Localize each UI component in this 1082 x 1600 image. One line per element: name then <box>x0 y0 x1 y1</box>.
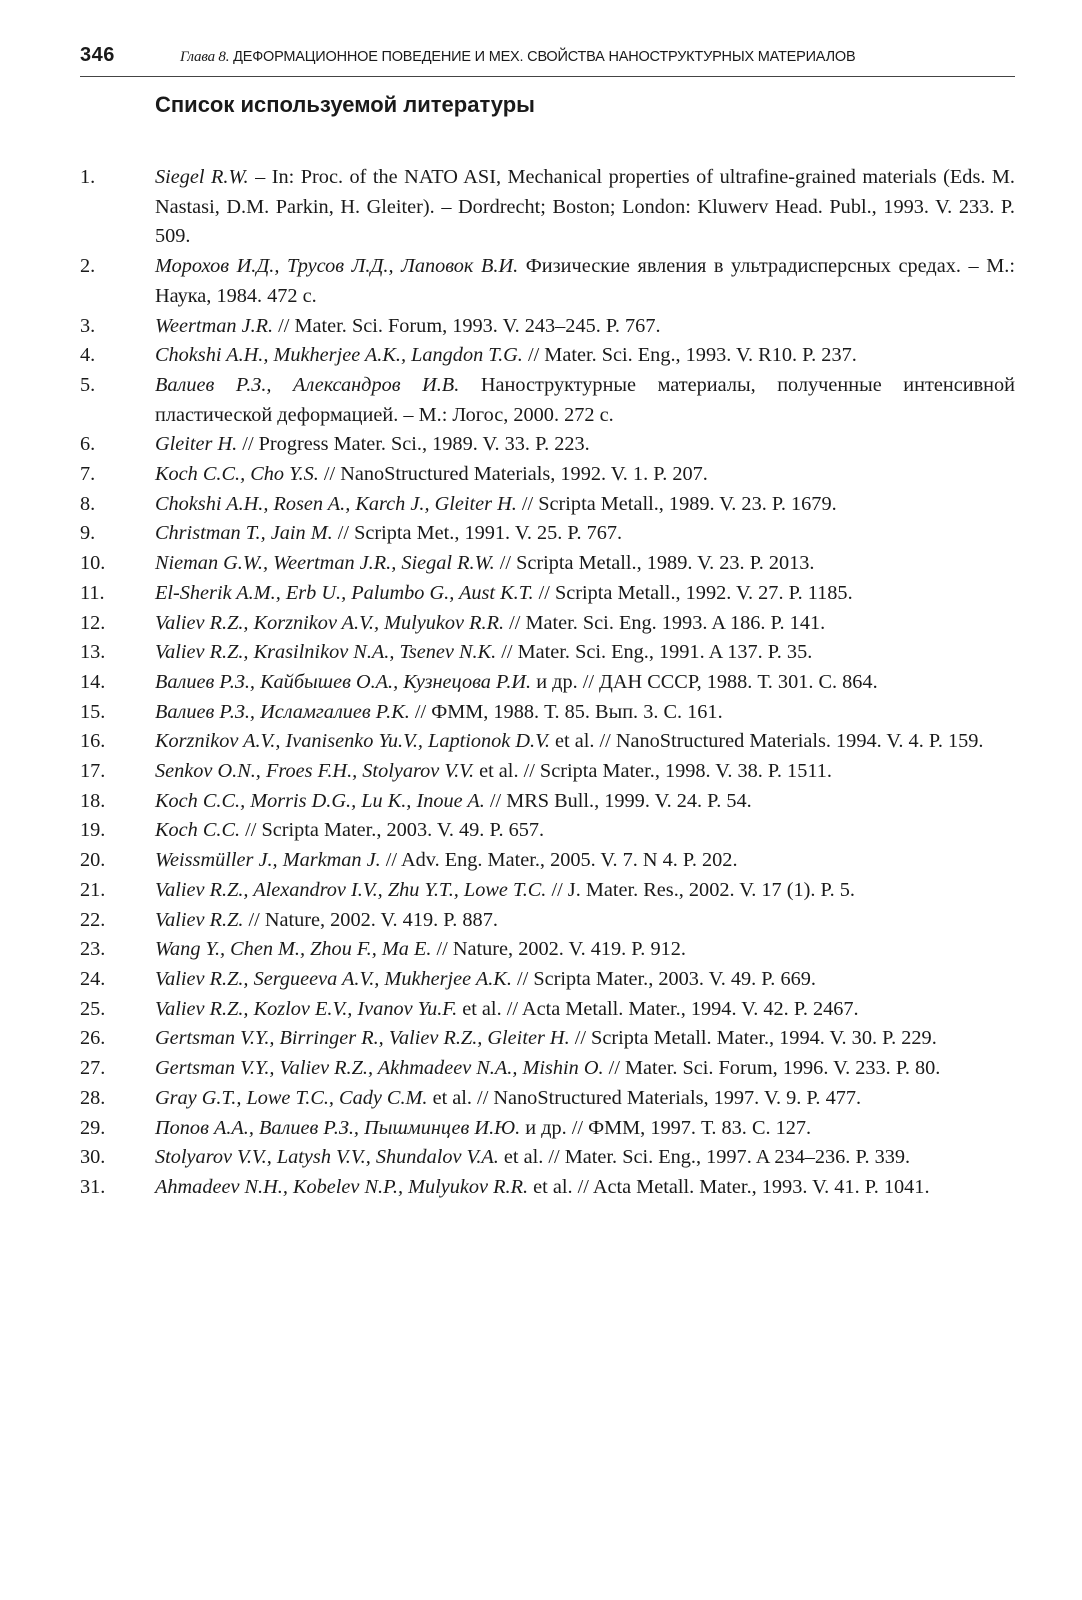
reference-number: 30. <box>80 1146 106 1169</box>
reference-text: et al. // Acta Metall. Mater., 1994. V. 42. P. 2467. <box>457 997 859 1020</box>
reference-number: 29. <box>80 1116 106 1139</box>
reference-text: et al. // NanoStructured Materials. 1994. V. 4. P. 159. <box>549 730 984 753</box>
reference-body <box>155 995 1015 1025</box>
reference-text: // Progress Mater. Sci., 1989. V. 33. P. 223. <box>237 433 590 456</box>
reference-authors: Valiev R.Z., Krasilnikov N.A., Tsenev N.K. <box>155 641 497 664</box>
reference-item <box>80 787 1015 817</box>
reference-text: // Scripta Mater., 2003. V. 49. P. 669. <box>511 967 816 990</box>
reference-item <box>80 995 1015 1025</box>
reference-authors: Gertsman V.Y., Birringer R., Valiev R.Z., Gleiter H. <box>155 1027 570 1050</box>
reference-authors: Valiev R.Z., Sergueeva A.V., Mukherjee A.K. <box>155 967 512 990</box>
reference-item <box>80 668 1015 698</box>
reference-number: 14. <box>80 670 106 693</box>
reference-text: и др. // ДАН СССР, 1988. Т. 301. С. 864. <box>531 670 878 693</box>
chapter-title: ДЕФОРМАЦИОННОЕ ПОВЕДЕНИЕ И МЕХ. СВОЙСТВА НАНОСТРУКТУРНЫХ МАТЕРИАЛОВ <box>229 49 856 65</box>
reference-authors: Koch C.C., Cho Y.S. <box>155 463 319 486</box>
reference-authors: Stolyarov V.V., Latysh V.V., Shundalov V.A. <box>155 1146 499 1169</box>
reference-authors: Chokshi A.H., Mukherjee A.K., Langdon T.G. <box>155 344 523 367</box>
reference-body <box>155 1084 1015 1114</box>
reference-text: et al. // Mater. Sci. Eng., 1997. A 234–236. P. 339. <box>498 1146 911 1169</box>
reference-number: 24. <box>80 967 106 990</box>
reference-body <box>155 609 1015 639</box>
section-title: Список используемой литературы <box>155 92 535 117</box>
reference-body <box>155 876 1015 906</box>
reference-item <box>80 906 1015 936</box>
reference-authors: Valiev R.Z. <box>155 908 244 931</box>
reference-body <box>155 163 1015 252</box>
reference-text: // Adv. Eng. Mater., 2005. V. 7. N 4. P. 202. <box>380 849 738 872</box>
reference-item <box>80 846 1015 876</box>
reference-number: 12. <box>80 611 106 634</box>
reference-number: 7. <box>80 463 96 486</box>
reference-body <box>155 846 1015 876</box>
reference-authors: Ahmadeev N.H., Kobelev N.P., Mulyukov R.R. <box>155 1175 529 1198</box>
reference-number: 10. <box>80 552 106 575</box>
reference-text: // Scripta Metall., 1989. V. 23. P. 2013. <box>494 552 815 575</box>
reference-number: 27. <box>80 1057 106 1080</box>
reference-body <box>155 1054 1015 1084</box>
reference-text: Наноструктурные материалы, полученные интенсивной пластической деформацией. – М.: Логос, 2000. 272 с. <box>155 373 1015 426</box>
reference-body <box>155 460 1015 490</box>
reference-body <box>155 519 1015 549</box>
running-head-title <box>180 49 855 66</box>
reference-authors: Валиев Р.З., Исламгалиев Р.К. <box>155 700 410 723</box>
reference-body <box>155 668 1015 698</box>
reference-item <box>80 252 1015 311</box>
reference-authors: Попов А.А., Валиев Р.З., Пышминцев И.Ю. <box>155 1116 521 1139</box>
reference-text: et al. // Acta Metall. Mater., 1993. V. 41. P. 1041. <box>528 1175 930 1198</box>
header-rule <box>80 76 1015 77</box>
reference-authors: Valiev R.Z., Kozlov E.V., Ivanov Yu.F. <box>155 997 458 1020</box>
reference-body <box>155 1114 1015 1144</box>
reference-number: 22. <box>80 908 106 931</box>
reference-number: 1. <box>80 166 96 188</box>
reference-number: 18. <box>80 789 106 812</box>
reference-body <box>155 549 1015 579</box>
reference-body <box>155 906 1015 936</box>
reference-item <box>80 727 1015 757</box>
reference-authors: Nieman G.W., Weertman J.R., Siegal R.W. <box>155 552 495 575</box>
reference-authors: Wang Y., Chen M., Zhou F., Ma E. <box>155 938 432 961</box>
reference-body <box>155 341 1015 371</box>
reference-number: 8. <box>80 492 96 515</box>
reference-number: 17. <box>80 760 106 783</box>
reference-authors: Chokshi A.H., Rosen A., Karch J., Gleiter H. <box>155 492 517 515</box>
reference-text: // Mater. Sci. Eng., 1991. A 137. P. 35. <box>496 641 813 664</box>
reference-body <box>155 638 1015 668</box>
reference-number: 9. <box>80 522 96 545</box>
reference-item <box>80 698 1015 728</box>
reference-body <box>155 430 1015 460</box>
reference-authors: Valiev R.Z., Alexandrov I.V., Zhu Y.T., Lowe T.C. <box>155 878 547 901</box>
reference-body <box>155 698 1015 728</box>
reference-body <box>155 727 1015 757</box>
reference-text: // MRS Bull., 1999. V. 24. P. 54. <box>484 789 752 812</box>
reference-item <box>80 965 1015 995</box>
reference-text: // Scripta Metall., 1989. V. 23. P. 1679. <box>516 492 837 515</box>
reference-number: 4. <box>80 344 96 367</box>
reference-item <box>80 1024 1015 1054</box>
reference-body <box>155 787 1015 817</box>
reference-item <box>80 163 1015 252</box>
reference-item <box>80 312 1015 342</box>
reference-text: // Mater. Sci. Eng. 1993. A 186. P. 141. <box>504 611 826 634</box>
reference-item <box>80 1173 1015 1203</box>
reference-item <box>80 579 1015 609</box>
reference-body <box>155 371 1015 430</box>
reference-number: 25. <box>80 997 106 1020</box>
reference-body <box>155 312 1015 342</box>
reference-body <box>155 816 1015 846</box>
reference-number: 2. <box>80 255 96 278</box>
chapter-label: Глава 8. <box>180 49 230 65</box>
reference-text: – In: Proc. of the NATO ASI, Mechanical properties of ultrafine-grained materials (Eds. M. Nastasi, D.M. Parkin, H. Gleiter). – Dordrecht; Boston; London: Kluwerv Head. Publ., 1993. V. 233. P. 509. <box>155 166 1016 248</box>
reference-text: // Mater. Sci. Forum, 1993. V. 243–245. P. 767. <box>273 314 661 337</box>
reference-number: 16. <box>80 730 106 753</box>
reference-authors: Gertsman V.Y., Valiev R.Z., Akhmadeev N.A., Mishin O. <box>155 1057 604 1080</box>
reference-item <box>80 371 1015 430</box>
reference-text: // NanoStructured Materials, 1992. V. 1. P. 207. <box>318 463 708 486</box>
reference-authors: Валиев Р.З., Александров И.В. <box>155 373 460 396</box>
reference-text: // Mater. Sci. Eng., 1993. V. R10. P. 237. <box>522 344 857 367</box>
reference-authors: Gleiter H. <box>155 433 238 456</box>
reference-authors: Морохов И.Д., Трусов Л.Д., Лаповок В.И. <box>155 255 519 278</box>
reference-authors: Senkov O.N., Froes F.H., Stolyarov V.V. <box>155 760 475 783</box>
reference-text: // Mater. Sci. Forum, 1996. V. 233. P. 80. <box>603 1057 941 1080</box>
reference-body <box>155 965 1015 995</box>
reference-body <box>155 935 1015 965</box>
reference-number: 20. <box>80 849 106 872</box>
reference-authors: El-Sherik A.M., Erb U., Palumbo G., Aust K.T. <box>155 581 534 604</box>
reference-text: и др. // ФММ, 1997. Т. 83. С. 127. <box>520 1116 812 1139</box>
reference-item <box>80 490 1015 520</box>
reference-item <box>80 1143 1015 1173</box>
reference-number: 6. <box>80 433 96 456</box>
reference-text: et al. // Scripta Mater., 1998. V. 38. P. 1511. <box>474 760 832 783</box>
reference-text: // J. Mater. Res., 2002. V. 17 (1). P. 5. <box>546 878 855 901</box>
reference-text: et al. // NanoStructured Materials, 1997. V. 9. P. 477. <box>427 1086 862 1109</box>
reference-item <box>80 638 1015 668</box>
reference-item <box>80 341 1015 371</box>
reference-authors: Weissmüller J., Markman J. <box>155 849 381 872</box>
reference-text: // Scripta Metall., 1992. V. 27. P. 1185. <box>533 581 853 604</box>
reference-item <box>80 1114 1015 1144</box>
reference-authors: Korznikov A.V., Ivanisenko Yu.V., Laptionok D.V. <box>155 730 550 753</box>
reference-number: 19. <box>80 819 106 842</box>
reference-item <box>80 519 1015 549</box>
reference-item <box>80 1054 1015 1084</box>
reference-text: // Nature, 2002. V. 419. P. 887. <box>243 908 498 931</box>
reference-number: 23. <box>80 938 106 961</box>
reference-item <box>80 816 1015 846</box>
reference-authors: Valiev R.Z., Korznikov A.V., Mulyukov R.R. <box>155 611 505 634</box>
reference-number: 31. <box>80 1175 106 1198</box>
reference-body <box>155 579 1015 609</box>
reference-body <box>155 757 1015 787</box>
reference-authors: Koch C.C., Morris D.G., Lu K., Inoue A. <box>155 789 485 812</box>
reference-text: // Scripta Metall. Mater., 1994. V. 30. P. 229. <box>569 1027 937 1050</box>
reference-item <box>80 935 1015 965</box>
reference-authors: Siegel R.W. <box>155 166 249 188</box>
reference-text: // Scripta Met., 1991. V. 25. P. 767. <box>332 522 623 545</box>
reference-authors: Christman T., Jain M. <box>155 522 333 545</box>
reference-text: // ФММ, 1988. Т. 85. Вып. 3. С. 161. <box>409 700 723 723</box>
reference-body <box>155 1024 1015 1054</box>
reference-body <box>155 1173 1015 1203</box>
running-header <box>80 44 1015 67</box>
reference-number: 28. <box>80 1086 106 1109</box>
reference-text: Физические явления в ультрадисперсных средах. – М.: Наука, 1984. 472 с. <box>155 255 1015 307</box>
reference-list <box>80 163 1015 1203</box>
reference-number: 5. <box>80 373 96 396</box>
reference-body <box>155 490 1015 520</box>
reference-number: 15. <box>80 700 106 723</box>
reference-item <box>80 876 1015 906</box>
reference-item <box>80 549 1015 579</box>
reference-item <box>80 1084 1015 1114</box>
reference-number: 13. <box>80 641 106 664</box>
reference-number: 3. <box>80 314 96 337</box>
reference-text: // Scripta Mater., 2003. V. 49. P. 657. <box>240 819 545 842</box>
reference-authors: Weertman J.R. <box>155 314 274 337</box>
reference-body <box>155 1143 1015 1173</box>
reference-authors: Koch C.C. <box>155 819 241 842</box>
reference-number: 26. <box>80 1027 106 1050</box>
reference-item <box>80 609 1015 639</box>
reference-number: 11. <box>80 581 105 604</box>
reference-number: 21. <box>80 878 106 901</box>
reference-authors: Gray G.T., Lowe T.C., Cady C.M. <box>155 1086 428 1109</box>
reference-text: // Nature, 2002. V. 419. P. 912. <box>431 938 686 961</box>
reference-authors: Валиев Р.З., Кайбышев О.А., Кузнецова Р.И. <box>155 670 532 693</box>
reference-item <box>80 757 1015 787</box>
reference-item <box>80 430 1015 460</box>
reference-item <box>80 460 1015 490</box>
page-number: 346 <box>80 44 115 66</box>
reference-body <box>155 252 1015 311</box>
